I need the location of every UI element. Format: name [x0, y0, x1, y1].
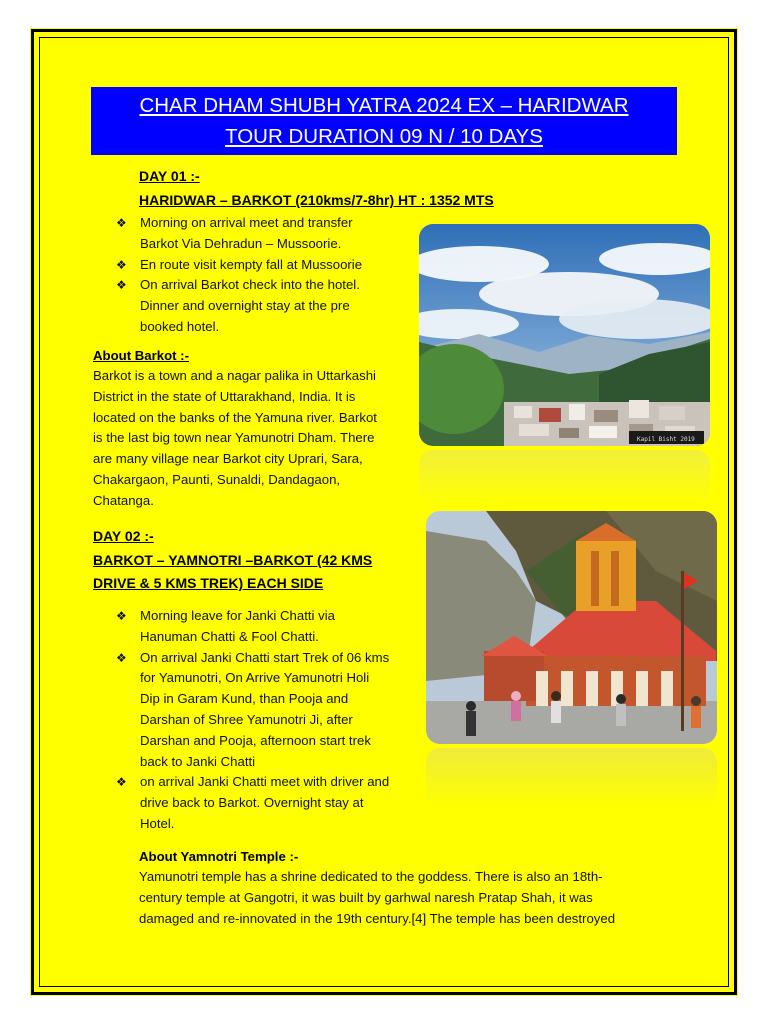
bullet-text: Darshan and Pooja, afternoon start trek [140, 732, 371, 748]
bullet-icon: ❖ [116, 278, 127, 293]
text-line: Chatanga. [93, 492, 154, 508]
bullet-icon: ❖ [116, 650, 127, 665]
bullet-icon: ❖ [116, 775, 127, 790]
bullet-text: Morning leave for Janki Chatti via [140, 608, 335, 623]
photo-caption: Kapil Bisht 2019 [637, 436, 695, 443]
day1-bullets [116, 213, 406, 338]
bullet-icon: ❖ [116, 609, 127, 623]
text-line: Yamunotri temple has a shrine dedicated to the goddess. There is also an 18th- [139, 869, 603, 884]
bullet-text: On arrival Janki Chatti start Trek of 06 kms [140, 649, 390, 665]
bullet-text: for Yamunotri, On Arrive Yamunotri Holi [140, 670, 370, 686]
bullet-text: booked hotel. [140, 318, 220, 334]
title-banner [91, 87, 677, 155]
bullet-text: Darshan of Shree Yamunotri Ji, after [140, 711, 353, 727]
bullet-text: Dip in Garam Kund, than Pooja and [140, 691, 349, 707]
barkot-photo-reflection [419, 450, 710, 504]
bullet-text: back to Janki Chatti [140, 753, 256, 769]
bullet-text: on arrival Janki Chatti meet with driver and [140, 774, 390, 790]
list-item [116, 213, 406, 255]
bullet-text: Barkot Via Dehradun – Mussoorie. [140, 235, 342, 251]
list-item [116, 255, 406, 276]
bullet-icon: ❖ [116, 257, 127, 272]
text-line: Barkot is a town and a nagar palika in Uttarkashi [93, 368, 376, 383]
bullet-text: En route visit kempty fall at Mussoorie [140, 256, 363, 272]
bullet-text: On arrival Barkot check into the hotel. [140, 277, 360, 293]
text-line: Chakargaon, Paunti, Sunaldi, Dandagaon, [93, 471, 341, 487]
list-item [116, 606, 416, 648]
list-item [116, 648, 416, 773]
day2-heading: DAY 02 :- [93, 528, 154, 544]
about-yamnotri-heading: About Yamnotri Temple :- [139, 849, 299, 864]
about-yamnotri-text [139, 867, 729, 929]
temple-photo-reflection [426, 748, 717, 808]
bullet-icon: ❖ [116, 216, 127, 230]
text-line: is the last big town near Yamunotri Dham. There [93, 430, 375, 446]
about-barkot-heading: About Barkot :- [93, 348, 189, 363]
bullet-text: drive back to Barkot. Overnight stay at [140, 795, 364, 811]
list-item [116, 772, 416, 834]
yamunotri-temple-image [426, 511, 717, 744]
text-line: District in the state of Uttarakhand, India. It is [93, 388, 356, 404]
list-item [116, 275, 406, 337]
bullet-text: Hanuman Chatti & Fool Chatti. [140, 628, 319, 644]
barkot-landscape-image [419, 224, 710, 446]
title-line-1: CHAR DHAM SHUBH YATRA 2024 EX – HARIDWAR [139, 94, 629, 117]
bullet-text: Dinner and overnight stay at the pre [140, 298, 350, 314]
day2-route-line-1: BARKOT – YAMNOTRI –BARKOT (42 KMS [93, 552, 373, 568]
text-line: century temple at Gangotri, it was built by garhwal naresh Pratap Shah, it was [139, 889, 593, 905]
yamunotri-temple-photo [426, 511, 717, 744]
day2-bullets [116, 606, 416, 835]
day2-route-line-2: DRIVE & 5 KMS TREK) EACH SIDE [93, 575, 324, 591]
title-line-2: TOUR DURATION 09 N / 10 DAYS [225, 125, 543, 148]
text-line: are many village near Barkot city Uprari, Sara, [93, 451, 363, 467]
bullet-text: Morning on arrival meet and transfer [140, 215, 353, 230]
about-barkot-text [93, 366, 413, 512]
barkot-photo [419, 224, 710, 446]
day1-route: HARIDWAR – BARKOT (210kms/7-8hr) HT : 1352 MTS [139, 192, 494, 208]
text-line: damaged and re-innovated in the 19th century.[4] The temple has been destroyed [139, 910, 616, 926]
day1-heading: DAY 01 :- [139, 168, 200, 184]
bullet-text: Hotel. [140, 815, 175, 831]
text-line: located on the banks of the Yamuna river. Barkot [93, 409, 377, 425]
